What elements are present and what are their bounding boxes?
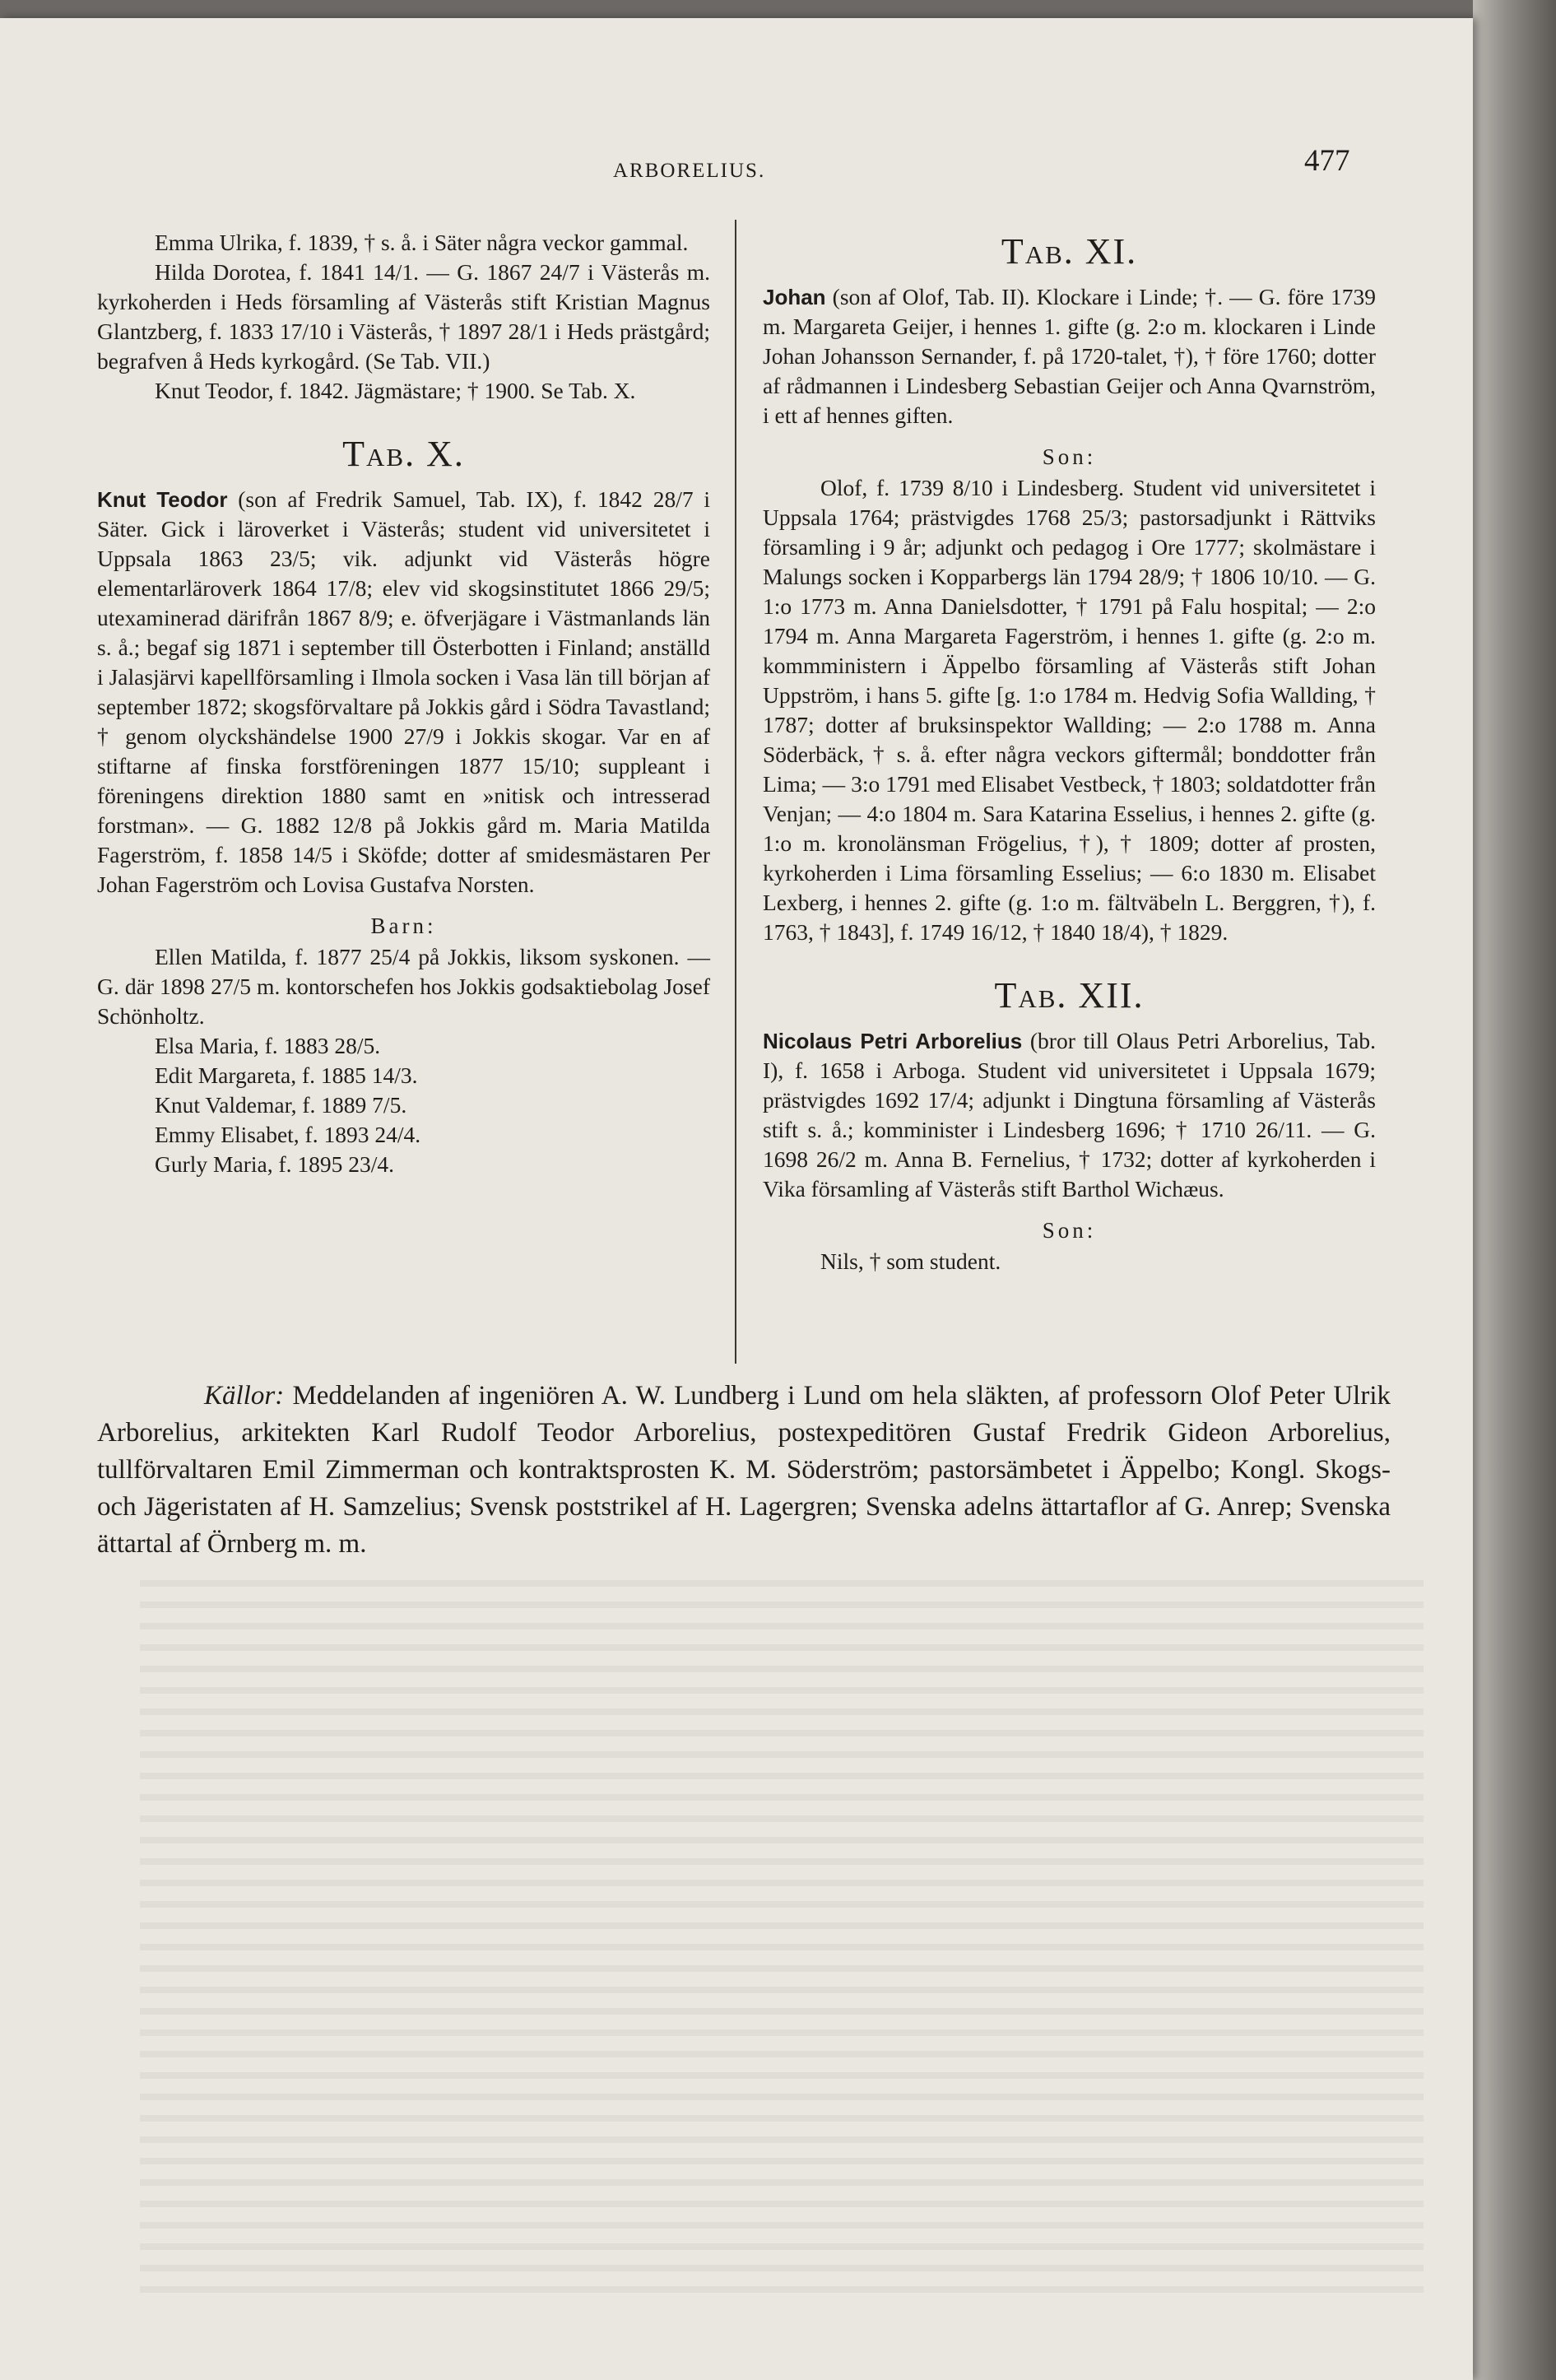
son-heading: Son: [1042, 444, 1097, 469]
entry-knut-short: Knut Teodor, f. 1842. Jägmästare; † 1900. Se Tab. X. [155, 378, 636, 403]
child-gurly: Gurly Maria, f. 1895 23/4. [155, 1151, 394, 1177]
left-column [97, 228, 710, 1179]
tab-xii-heading: Tab. XII. [994, 975, 1145, 1016]
adjacent-page-edge [1473, 0, 1556, 2380]
entry-name: Johan [763, 285, 826, 309]
son-heading: Son: [1042, 1218, 1097, 1243]
entry-johan [763, 282, 1376, 430]
sources-label: Källor: [204, 1381, 285, 1411]
child-ellen: Ellen Matilda, f. 1877 25/4 på Jokkis, liksom syskonen. — G. där 1898 27/5 m. kontorschefen hos Jokkis godsaktiebolag Josef Schönholtz. [97, 944, 710, 1029]
tab-xi-heading: Tab. XI. [1001, 231, 1138, 272]
child-elsa: Elsa Maria, f. 1883 28/5. [155, 1033, 381, 1058]
child-knut: Knut Valdemar, f. 1889 7/5. [155, 1092, 407, 1118]
entry-emma: Emma Ulrika, f. 1839, † s. å. i Säter några veckor gammal. [155, 230, 689, 255]
entry-name: Knut Teodor [97, 487, 228, 512]
right-column [763, 228, 1376, 1276]
entry-nicolaus [763, 1026, 1376, 1204]
entry-knut-teodor [97, 485, 710, 899]
child-edit: Edit Margareta, f. 1885 14/3. [155, 1062, 418, 1088]
children-heading: Barn: [370, 913, 437, 938]
entry-name: Nicolaus Petri Arborelius [763, 1029, 1023, 1053]
child-emmy: Emmy Elisabet, f. 1893 24/4. [155, 1122, 421, 1147]
entry-text: (son af Fredrik Samuel, Tab. IX), f. 1842 28/7 i Säter. Gick i läroverket i Västerås; student vid universitetet i Uppsala 1863 23/5; vik. adjunkt vid Västerås högre elementarläroverk 1864 17/8; elev vid skogsinstitutet 1866 29/5; utexaminerad därifrån 1867 8/9; e. öfverjägare i Västmanlands län s. å.; begaf sig 1871 i september till Österbotten i Finland; anställd i Jalasjärvi kapellförsamling i Ilmola socken i Vasa län till början af september 1872; skogsförvaltare på Jokkis gård i Södra Tavastland; † genom olyckshändelse 1900 27/9 i Jokkis skogar. Var en af stiftarne af finska forstföreningen 1877 15/10; suppleant i föreningens direktion 1880 samt en »nitisk och intresserad forstman». — G. 1882 12/8 på Jokkis gård m. Maria Matilda Fagerström, f. 1858 14/5 i Sköfde; dotter af smidesmästaren Per Johan Fagerström och Lovisa Gustafva Norsten. [97, 486, 710, 897]
tab-x-heading: Tab. X. [342, 434, 465, 474]
book-page [0, 18, 1473, 2380]
entry-hilda: Hilda Dorotea, f. 1841 14/1. — G. 1867 24/7 i Västerås m. kyrkoherden i Heds församling af Västerås stift Kristian Magnus Glantzberg, f. 1833 17/10 i Västerås, † 1897 28/1 i Heds prästgård; begrafven å Heds kyrkogård. (Se Tab. VII.) [97, 259, 710, 374]
running-head: ARBORELIUS. [613, 160, 766, 182]
sources-text: Meddelanden af ingeniören A. W. Lundberg i Lund om hela släkten, af professorn Olof Peter Ulrik Arborelius, arkitekten Karl Rudolf Teodor Arborelius, postexpeditören Gustaf Fredrik Gideon Arborelius, tullförvaltaren Emil Zimmerman och kontraktsprosten K. M. Söderström; pastorsämbetet i Äppelbo; Kongl. Skogs- och Jägeristaten af H. Samzelius; Svensk poststrikel af H. Lagergren; Svenska adelns ättartaflor af G. Anrep; Svenska ättartal af Örnberg m. m. [97, 1381, 1391, 1559]
column-divider [735, 220, 736, 1364]
entry-text: (son af Olof, Tab. II). Klockare i Linde; †. — G. före 1739 m. Margareta Geijer, i hennes 1. gifte (g. 2:o m. klockaren i Linde Johan Johansson Sernander, f. på 1720-talet, †), † före 1760; dotter af rådmannen i Lindesberg Sebastian Geijer och Anna Qvarnström, i ett af hennes giften. [763, 284, 1376, 428]
entry-text: (bror till Olaus Petri Arborelius, Tab. I), f. 1658 i Arboga. Student vid universitetet i Uppsala 1679; prästvigdes 1692 17/4; adjunkt i Dingtuna församling af Västerås stift s. å.; komminister i Lindesberg 1696; † 1710 26/11. — G. 1698 26/2 m. Anna B. Fernelius, † 1732; dotter af kyrkoherden i Vika församling af Västerås stift Barthol Wichæus. [763, 1028, 1376, 1202]
entry-nils: Nils, † som student. [820, 1248, 1001, 1274]
page-number: 477 [1304, 144, 1350, 178]
bleed-through-texture [140, 1565, 1424, 2306]
sources-paragraph [97, 1378, 1391, 1563]
entry-olof: Olof, f. 1739 8/10 i Lindesberg. Student vid universitetet i Uppsala 1764; prästvigdes 1768 25/3; pastorsadjunkt i Rättviks församling i 9 år; adjunkt och pedagog i Ore 1777; skolmästare i Malungs socken i Kopparbergs län 1794 28/9; † 1806 10/10. — G. 1:o 1773 m. Anna Danielsdotter, † 1791 på Falu hospital; — 2:o 1794 m. Anna Margareta Fagerström, i hennes 1. gifte (g. 2:o m. kommministern i Äppelbo församling af Västerås stift Johan Uppström, i hans 5. gifte [g. 1:o 1784 m. Hedvig Sofia Wallding, † 1787; dotter af bruksinspektor Wallding; — 2:o 1788 m. Anna Söderbäck, † s. å. efter några veckors giftermål; bonddotter från Lima; — 3:o 1791 med Elisabet Vestbeck, † 1803; soldatdotter från Venjan; — 4:o 1804 m. Sara Katarina Esselius, i hennes 2. gifte (g. 1:o m. kronolänsman Frögelius, †), † 1809; dotter af prosten, kyrkoherden i Lima församling Esselius; — 6:o 1830 m. Elisabet Lexberg, i hennes 2. gifte (g. 1:o m. fältväbeln L. Berggren, †), f. 1763, † 1843], f. 1749 16/12, † 1840 18/4), † 1829. [763, 475, 1376, 945]
